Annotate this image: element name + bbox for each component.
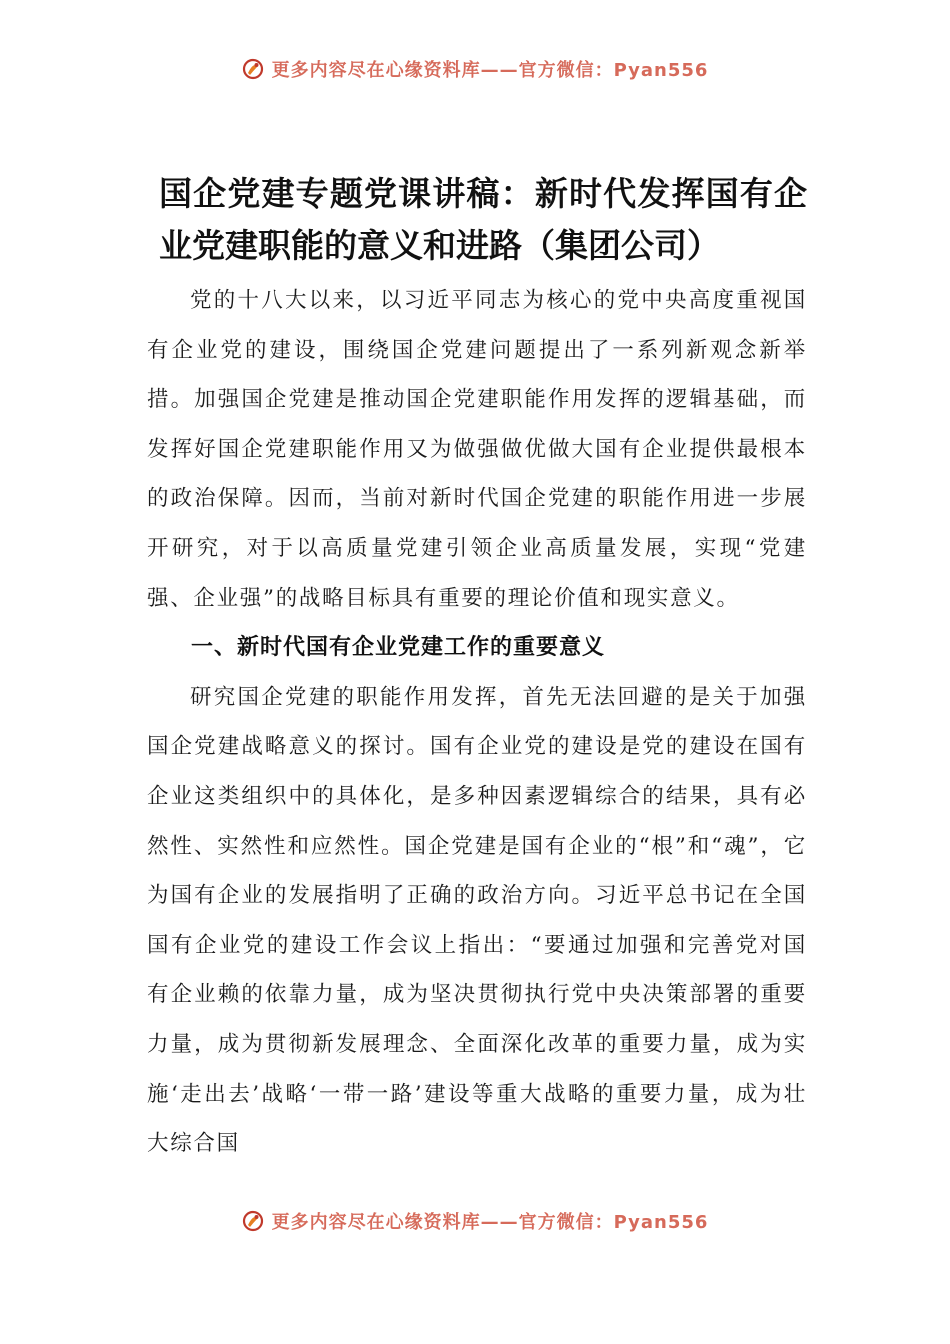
watermark-top: [0, 56, 950, 82]
watermark-text: 更多内容尽在心缘资料库——官方微信：Pyan556: [271, 60, 709, 81]
intro-paragraph: 党的十八大以来，以习近平同志为核心的党中央高度重视国有企业党的建设，围绕国企党建问题提出了一系列新观念新举措。加强国企党建是推动国企党建职能作用发挥的逻辑基础，而发挥好国企党建职能作用又为做强做优做大国有企业提供最根本的政治保障。因而，当前对新时代国企党建的职能作用进一步展开研究，对于以高质量党建引领企业高质量发展，实现“党建强、企业强”的战略目标具有重要的理论价值和现实意义。: [147, 288, 807, 611]
watermark-logo-icon: [242, 58, 264, 80]
section-heading: 一、新时代国有企业党建工作的重要意义: [191, 635, 606, 661]
watermark-text: 更多内容尽在心缘资料库——官方微信：Pyan556: [271, 1212, 709, 1233]
watermark-bottom: [0, 1208, 950, 1234]
watermark-logo-icon: [242, 1210, 264, 1232]
document-page: [147, 168, 807, 1169]
document-title: 国企党建专题党课讲稿：新时代发挥国有企业党建职能的意义和进路（集团公司）: [159, 174, 807, 265]
section-paragraph: 研究国企党建的职能作用发挥，首先无法回避的是关于加强国企党建战略意义的探讨。国有企业党的建设是党的建设在国有企业这类组织中的具体化，是多种因素逻辑综合的结果，具有必然性、实然性和应然性。国企党建是国有企业的“根”和“魂”，它为国有企业的发展指明了正确的政治方向。习近平总书记在全国国有企业党的建设工作会议上指出：“要通过加强和完善党对国有企业赖的依靠力量，成为坚决贯彻执行党中央决策部署的重要力量，成为贯彻新发展理念、全面深化改革的重要力量，成为实施‘走出去’战略‘一带一路’建设等重大战略的重要力量，成为壮大综合国: [147, 684, 807, 1157]
